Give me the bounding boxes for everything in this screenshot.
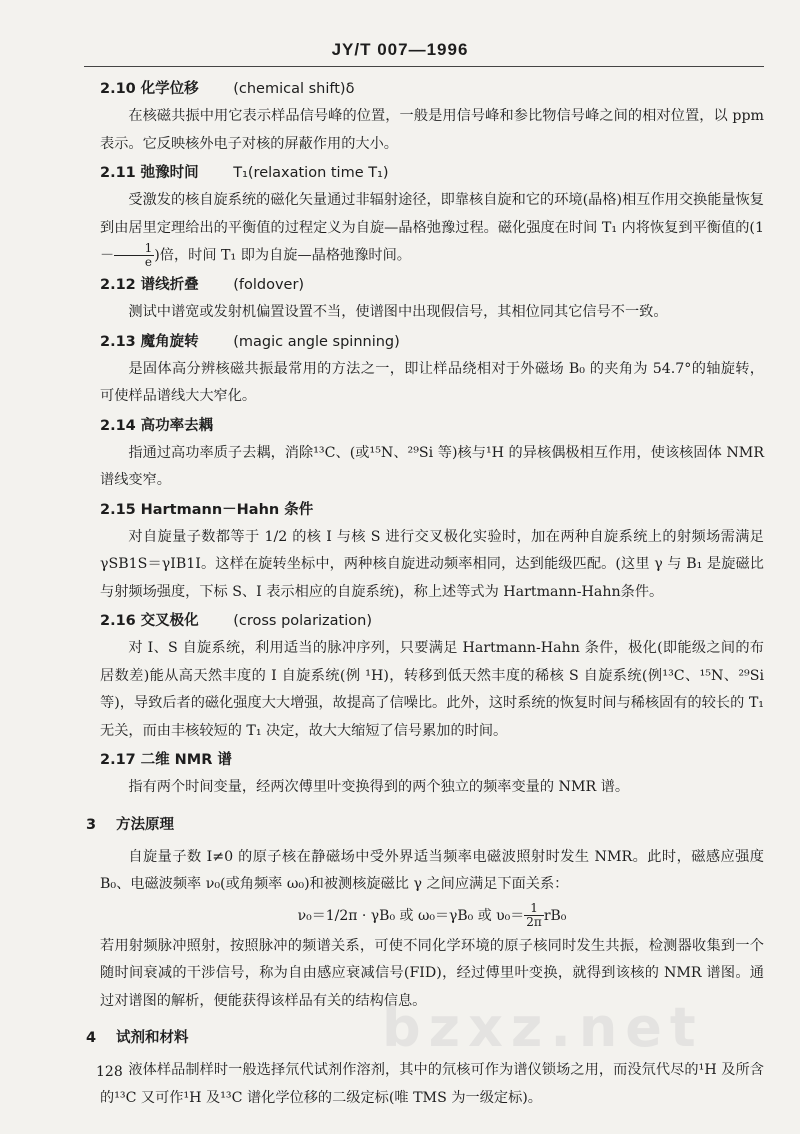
section-heading-2-10: [100, 76, 764, 103]
reagents-paragraph: 液体样品制样时一般选择氘代试剂作溶剂，其中的氘核可作为谱仪锁场之用，而没氘代尽的¹H 及所含的¹³C 又可作¹H 及¹³C 谱化学位移的二级定标(唯 TMS 为一级定标)。: [100, 1062, 764, 1106]
larmor-formula: [100, 901, 764, 931]
relaxation-paragraph: [100, 187, 764, 270]
header-rule: [84, 66, 764, 67]
section-english-title: (chemical shift)δ: [233, 81, 355, 97]
section-paragraph: 在核磁共振中用它表示样品信号峰的位置，一般是用信号峰和参比物信号峰之间的相对位置，以 ppm 表示。它反映核外电子对核的屏蔽作用的大小。: [100, 108, 764, 152]
section-paragraph: 对 I、S 自旋系统，利用适当的脉冲序列，只要满足 Hartmann-Hahn 条件，极化(即能级之间的布居数差)能从高天然丰度的 I 自旋系统(例 ¹H)，转移到低天然丰度的稀核 S 自旋系统(例¹³C、¹⁵N、²⁹Si 等)，导致后者的磁化强度大大增强，故提高了信噪比。此外，这时系统的恢复时间与稀核固有的较长的 T₁ 无关，而由丰核较短的 T₁ 决定，故大大缩短了信号累加的时间。: [100, 640, 764, 739]
section-number: 2.12: [100, 277, 136, 293]
section-heading-2-12: [100, 272, 764, 299]
chapter-heading-3: [86, 810, 764, 840]
section-title: 化学位移: [140, 81, 199, 97]
section-number: 2.16: [100, 613, 136, 629]
formula-right: rB₀: [543, 907, 567, 924]
section-title: 高功率去耦: [140, 417, 214, 434]
fraction-1-over-e: [114, 242, 154, 269]
page-number: 128: [96, 1064, 123, 1080]
section-heading-2-13: [100, 329, 764, 356]
section-heading-2-17: [100, 747, 764, 774]
fraction-denominator: e: [144, 255, 152, 269]
section-heading-2-14: [100, 413, 764, 440]
method-paragraph-2: 若用射频脉冲照射，按照脉冲的频谱关系，可使不同化学环境的原子核同时发生共振，检测器收集到一个随时间衰减的干涉信号，称为自由感应衰减信号(FID)，经过傅里叶变换，就得到该核的 NMR 谱图。通过对谱图的解析，便能获得该样品有关的结构信息。: [100, 937, 764, 1009]
watermark-text: bzxz.net: [382, 996, 704, 1059]
section-number: 2.11: [100, 165, 136, 181]
section-number: 2.15: [100, 501, 136, 518]
fraction-numerator: 1: [114, 242, 154, 256]
fraction-denominator: 2π: [526, 915, 542, 929]
relaxation-text-before: 受激发的核自旋系统的磁化矢量通过非辐射途径，即靠核自旋和它的环境(晶格)相互作用交换能量恢复到由居里定理给出的平衡值的过程定义为自旋—晶格弛豫过程。磁化强度在时间 T₁ 内将恢复到平衡值的(1－: [100, 192, 764, 264]
formula-left: ν₀＝1/2π · γB₀ 或 ω₀＝γB₀ 或 υ₀＝: [297, 907, 525, 924]
section-paragraph: 指通过高功率质子去耦，消除¹³C、(或¹⁵N、²⁹Si 等)核与¹H 的异核偶极相互作用，使该核固体 NMR 谱线变窄。: [100, 444, 764, 488]
section-title: 谱线折叠: [140, 277, 199, 293]
section-english-title: T₁(relaxation time T₁): [233, 165, 389, 181]
section-title: 弛豫时间: [140, 165, 199, 181]
section-title: 魔角旋转: [140, 333, 199, 350]
chapter-number: 4: [86, 1030, 97, 1046]
section-number: 2.10: [100, 81, 136, 97]
fraction-1-over-2pi: [524, 902, 544, 929]
section-paragraph: 对自旋量子数都等于 1/2 的核 I 与核 S 进行交叉极化实验时，加在两种自旋系统上的射频场需满足 γSB1S＝γIB1I。这样在旋转坐标中，两种核自旋进动频率相同，达到能级匹配。(这里 γ 与 B₁ 是旋磁比与射频场强度，下标 S、I 表示相应的自旋系统)，称上述等式为 Hartmann-Hahn条件。: [100, 528, 764, 600]
section-heading-2-11: [100, 160, 764, 187]
section-number: 2.17: [100, 752, 136, 768]
section-english-title: (cross polarization): [233, 613, 372, 629]
section-title: 二维 NMR 谱: [140, 752, 232, 768]
document-body: [86, 76, 764, 1114]
section-heading-2-15: [100, 497, 764, 524]
relaxation-text-after: )倍，时间 T₁ 即为自旋—晶格弛豫时间。: [154, 247, 411, 264]
section-number: 2.13: [100, 333, 136, 350]
method-paragraph-1: 自旋量子数 I≠0 的原子核在静磁场中受外界适当频率电磁波照射时发生 NMR。此时，磁感应强度 B₀、电磁波频率 ν₀(或角频率 ω₀)和被测核旋磁比 γ 之间应满足下面关系：: [100, 848, 764, 892]
section-title: Hartmann－Hahn 条件: [140, 501, 314, 518]
section-title: 交叉极化: [140, 613, 199, 629]
section-heading-2-16: [100, 608, 764, 635]
chapter-title: 试剂和材料: [116, 1030, 189, 1046]
section-paragraph: 是固体高分辨核磁共振最常用的方法之一，即让样品绕相对于外磁场 B₀ 的夹角为 54.7°的轴旋转，可使样品谱线大大窄化。: [100, 360, 764, 404]
section-english-title: (magic angle spinning): [233, 333, 400, 350]
section-paragraph: 指有两个时间变量，经两次傅里叶变换得到的两个独立的频率变量的 NMR 谱。: [128, 779, 630, 795]
section-paragraph: 测试中谱宽或发射机偏置设置不当，使谱图中出现假信号，其相位同其它信号不一致。: [128, 304, 668, 320]
section-number: 2.14: [100, 417, 136, 434]
chapter-title: 方法原理: [116, 816, 174, 833]
fraction-numerator: 1: [524, 902, 544, 916]
page-header: JY/T 007—1996: [331, 40, 469, 59]
section-english-title: (foldover): [233, 277, 305, 293]
chapter-number: 3: [86, 816, 97, 833]
